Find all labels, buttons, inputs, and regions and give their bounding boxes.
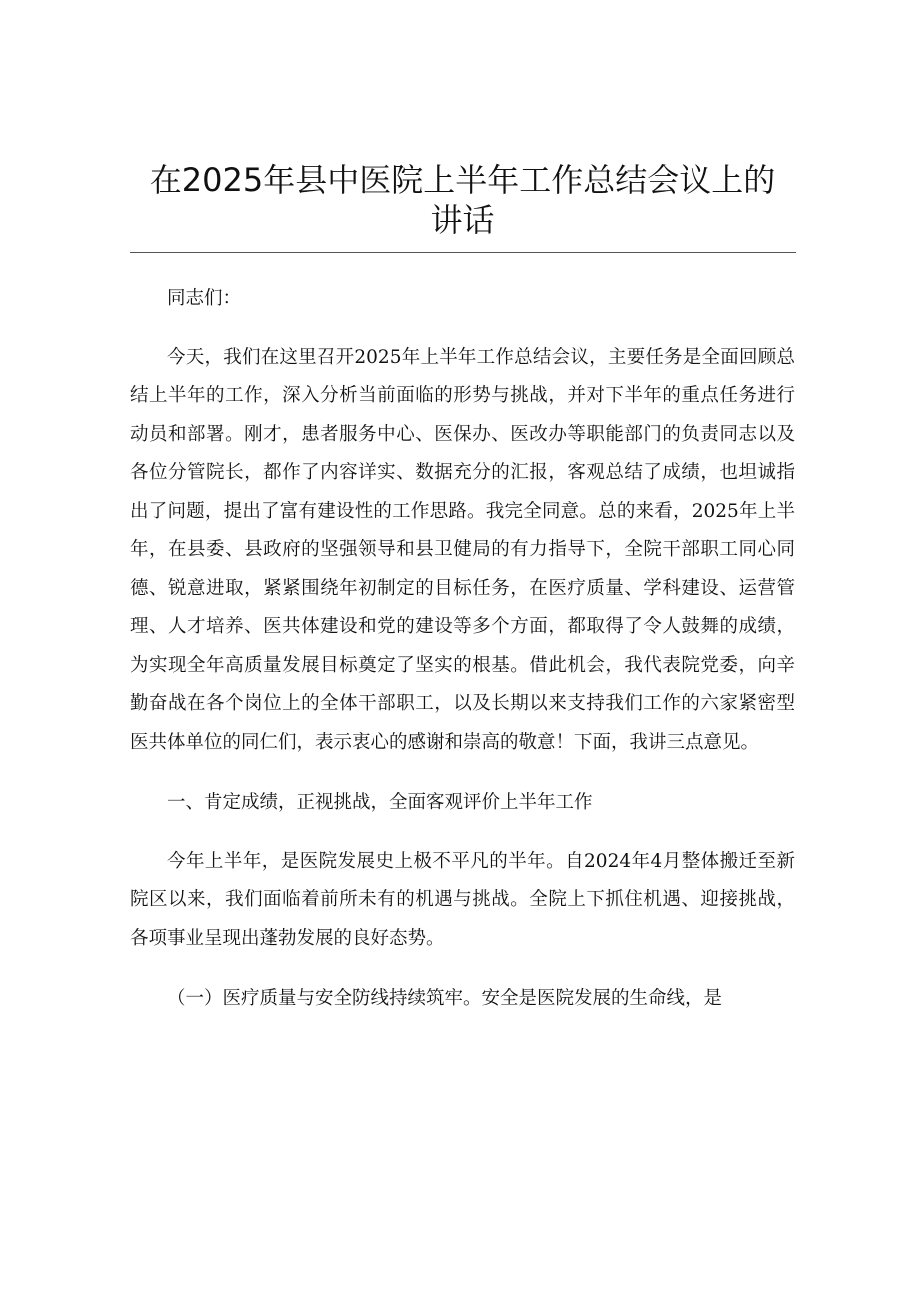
section-heading: 一、肯定成绩，正视挑战，全面客观评价上半年工作 <box>167 792 593 813</box>
subsection-paragraph: （一）医疗质量与安全防线持续筑牢。安全是医院发展的生命线，是 <box>167 988 723 1009</box>
document-body <box>130 280 795 1041</box>
title-line-2: 讲话 <box>430 201 495 239</box>
salutation: 同志们： <box>167 288 242 309</box>
title-line-1: 在2025年县中医院上半年工作总结会议上的 <box>149 161 776 199</box>
section-paragraph: 今年上半年，是医院发展史上极不平凡的半年。自2024年4月整体搬迁至新院区以来，我们面临着前所未有的机遇与挑战。全院上下抓住机遇、迎接挑战，各项事业呈现出蓬勃发展的良好态势。 <box>130 850 795 949</box>
title-divider <box>130 252 796 253</box>
opening-paragraph: 今天，我们在这里召开2025年上半年工作总结会议，主要任务是全面回顾总结上半年的工作，深入分析当前面临的形势与挑战，并对下半年的重点任务进行动员和部署。刚才，患者服务中心、医保办、医改办等职能部门的负责同志以及各位分管院长，都作了内容详实、数据充分的汇报，客观总结了成绩，也坦诚指出了问题，提出了富有建设性的工作思路。我完全同意。总的来看，2025年上半年，在县委、县政府的坚强领导和县卫健局的有力指导下，全院干部职工同心同德、锐意进取，紧紧围绕年初制定的目标任务，在医疗质量、学科建设、运营管理、人才培养、医共体建设和党的建设等多个方面，都取得了令人鼓舞的成绩，为实现全年高质量发展目标奠定了坚实的根基。借此机会，我代表院党委，向辛勤奋战在各个岗位上的全体干部职工，以及长期以来支持我们工作的六家紧密型医共体单位的同仁们，表示衷心的感谢和崇高的敬意！下面，我讲三点意见。 <box>130 346 795 753</box>
document-title <box>120 160 805 240</box>
